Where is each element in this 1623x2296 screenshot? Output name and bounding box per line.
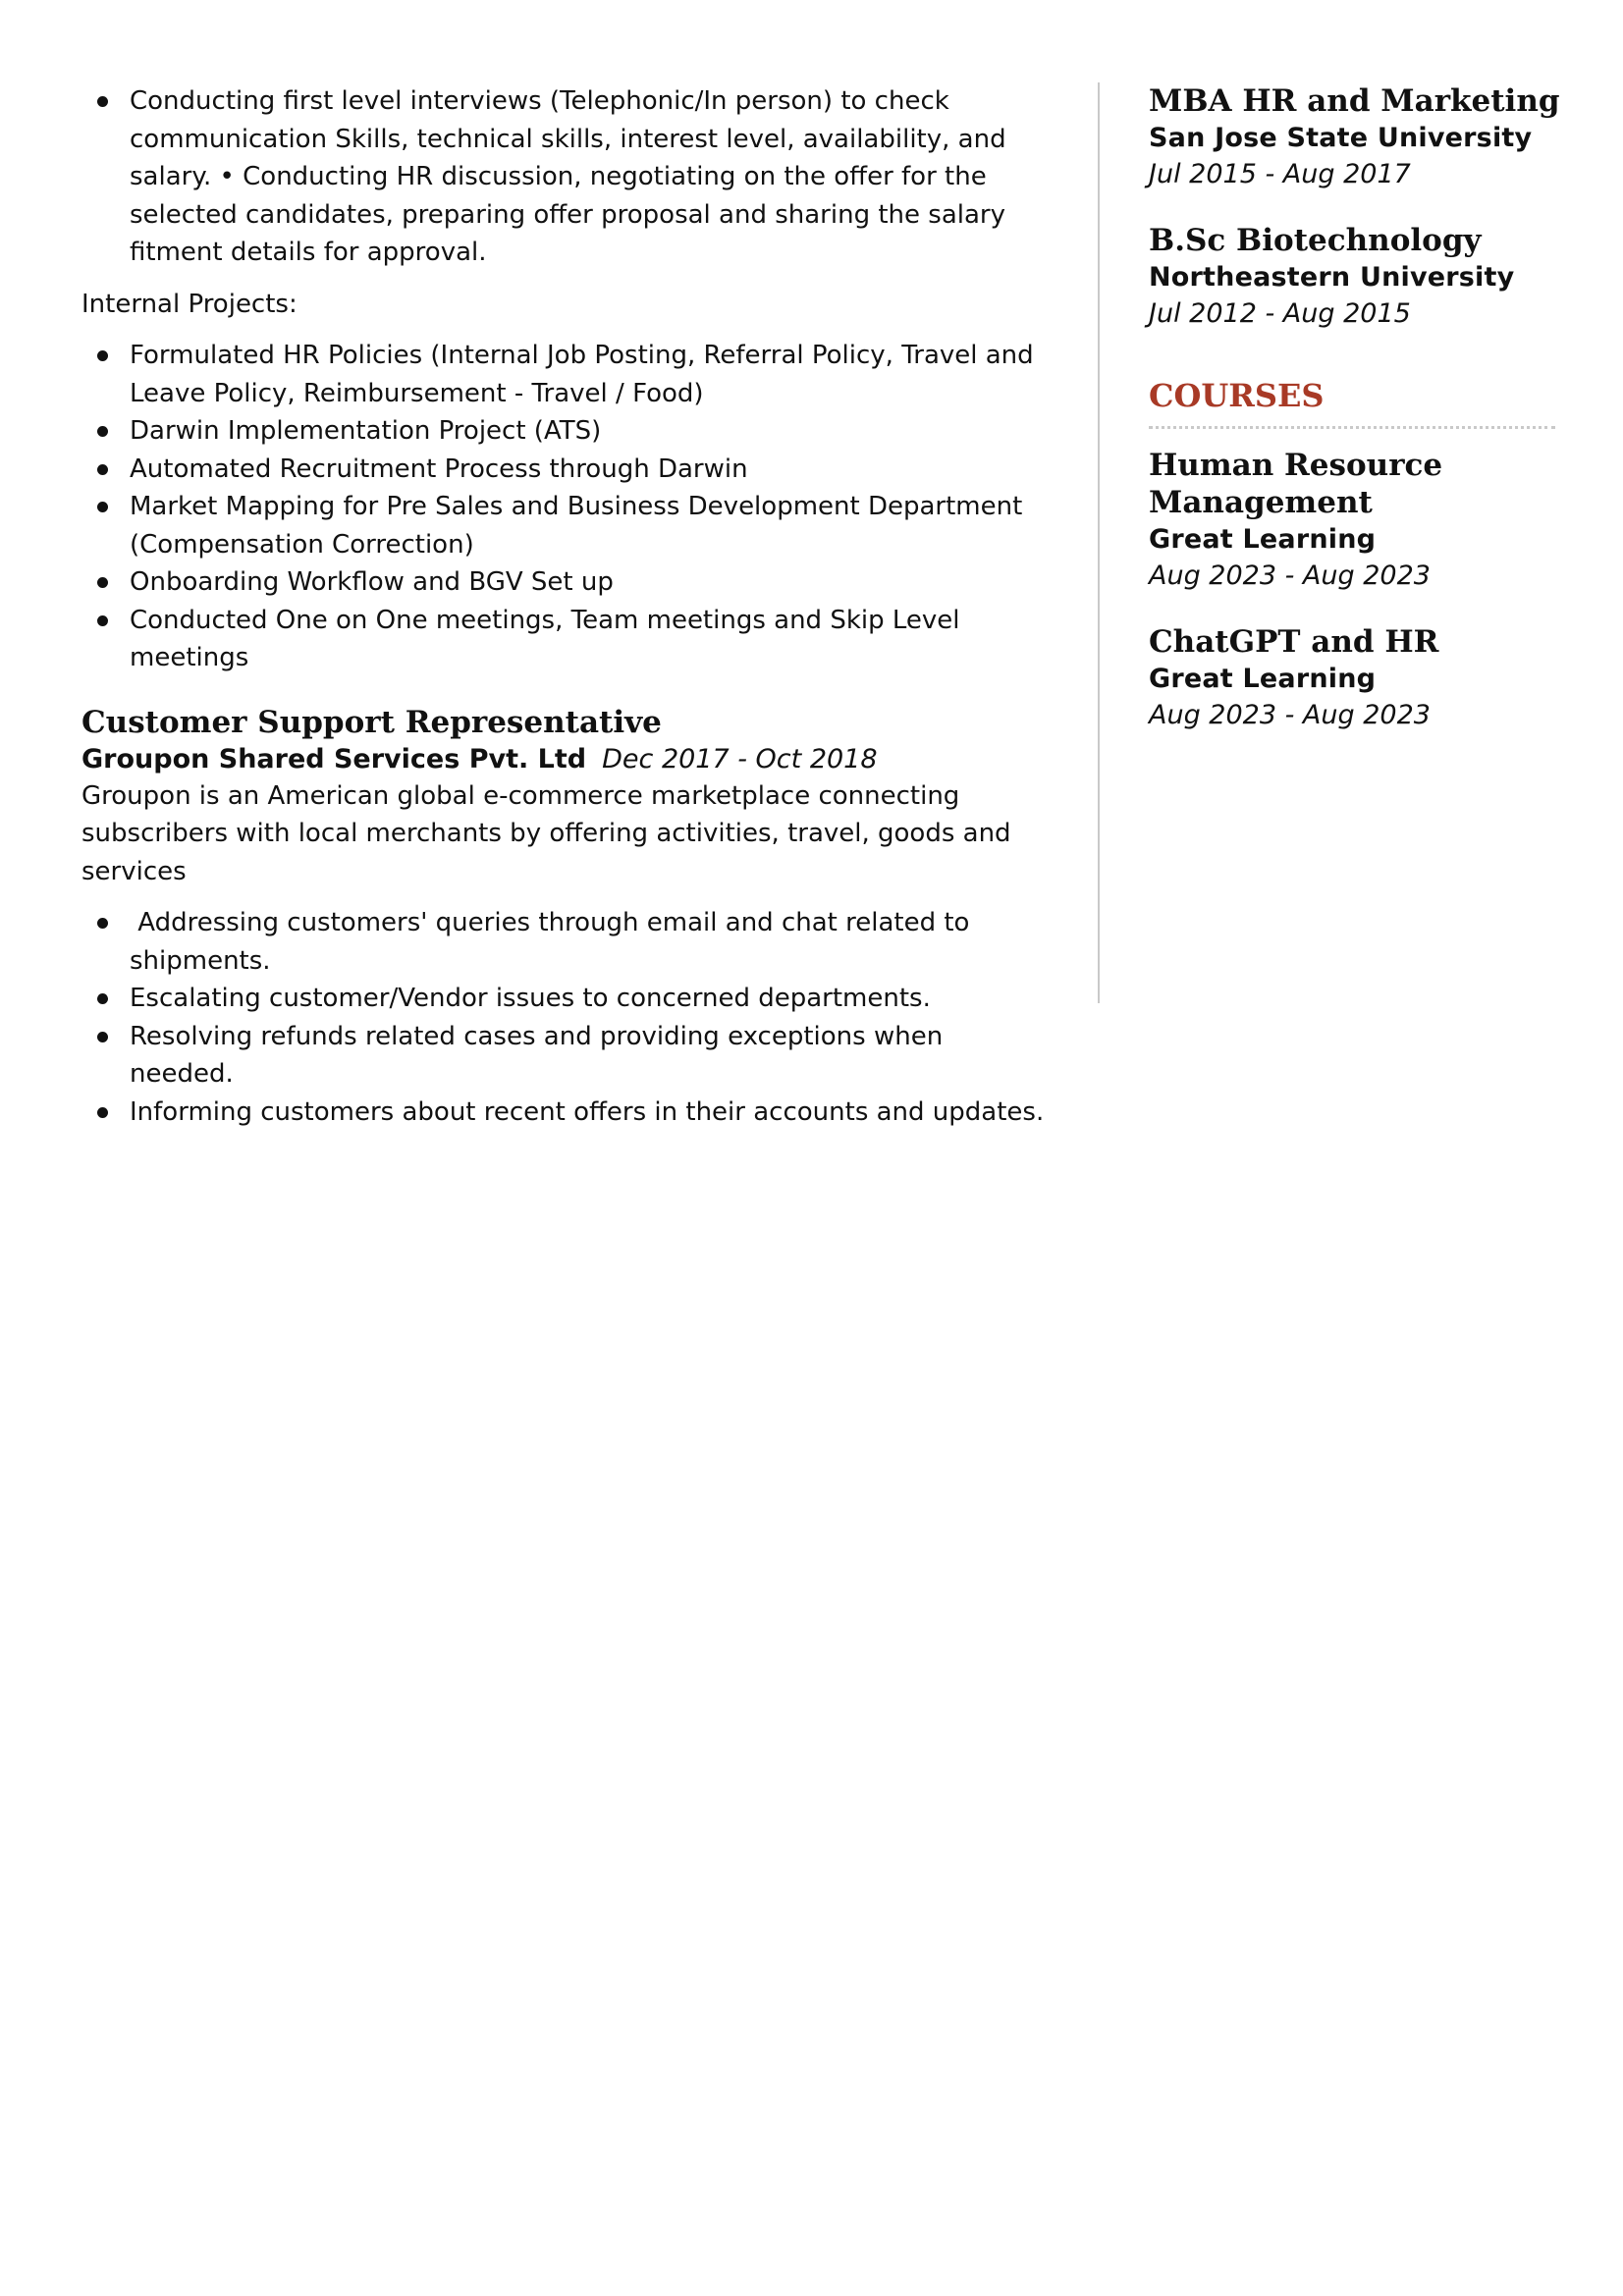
education-degree: B.Sc Biotechnology xyxy=(1149,223,1482,258)
courses-heading: COURSES xyxy=(1149,375,1555,429)
list-item: Escalating customer/Vendor issues to concerned departments. xyxy=(81,980,1054,1018)
course-dates: Aug 2023 - Aug 2023 xyxy=(1149,561,1431,591)
list-item: Informing customers about recent offers in their accounts and updates. xyxy=(81,1094,1054,1132)
job-dates: Dec 2017 - Oct 2018 xyxy=(602,743,878,774)
education-dates: Jul 2012 - Aug 2015 xyxy=(1149,298,1411,329)
list-item: Conducting first level interviews (Telephonic/In person) to check communication Skills, technical skills, interest level, availability, and salary. • Conducting HR discussion, negotiating on the offer for the selected candidates, preparing offer proposal and sharing the salary fitment details for approval. xyxy=(81,82,1054,272)
internal-projects-label: Internal Projects: xyxy=(81,289,298,319)
course-dates: Aug 2023 - Aug 2023 xyxy=(1149,700,1431,730)
job-bullet-list xyxy=(81,904,1054,1131)
course-provider: Great Learning xyxy=(1149,664,1377,694)
job-description: Groupon is an American global e-commerce marketplace connecting subscribers with local merchants by offering activities, travel, goods and services xyxy=(81,780,1011,886)
course-title: ChatGPT and HR xyxy=(1149,624,1439,660)
list-item: Conducted One on One meetings, Team meetings and Skip Level meetings xyxy=(81,602,1054,677)
education-degree: MBA HR and Marketing xyxy=(1149,83,1560,119)
education-entry xyxy=(1149,82,1561,192)
course-provider: Great Learning xyxy=(1149,524,1377,555)
education-school: Northeastern University xyxy=(1149,262,1515,293)
education-school: San Jose State University xyxy=(1149,123,1533,153)
internal-projects-list xyxy=(81,337,1054,677)
job-company-line xyxy=(81,742,1054,777)
experience-column xyxy=(81,82,1054,1131)
job-title: Customer Support Representative xyxy=(81,704,662,740)
column-divider xyxy=(1098,82,1100,1003)
list-item: Formulated HR Policies (Internal Job Posting, Referral Policy, Travel and Leave Policy, Reimbursement - Travel / Food) xyxy=(81,337,1054,412)
course-title: Human Resource Management xyxy=(1149,448,1443,520)
education-entry xyxy=(1149,222,1561,332)
list-item: Resolving refunds related cases and providing exceptions when needed. xyxy=(81,1018,1054,1094)
recruitment-bullet-list xyxy=(81,82,1054,272)
list-item: Onboarding Workflow and BGV Set up xyxy=(81,563,1054,602)
list-item: Addressing customers' queries through email and chat related to shipments. xyxy=(81,904,1054,980)
list-item: Automated Recruitment Process through Darwin xyxy=(81,451,1054,489)
course-entry xyxy=(1149,623,1561,733)
list-item: Market Mapping for Pre Sales and Business Development Department (Compensation Correction) xyxy=(81,488,1054,563)
list-item: Darwin Implementation Project (ATS) xyxy=(81,412,1054,451)
course-entry xyxy=(1149,447,1561,594)
sidebar-column xyxy=(1149,82,1561,763)
job-company: Groupon Shared Services Pvt. Ltd xyxy=(81,743,587,774)
education-dates: Jul 2015 - Aug 2017 xyxy=(1149,159,1411,189)
